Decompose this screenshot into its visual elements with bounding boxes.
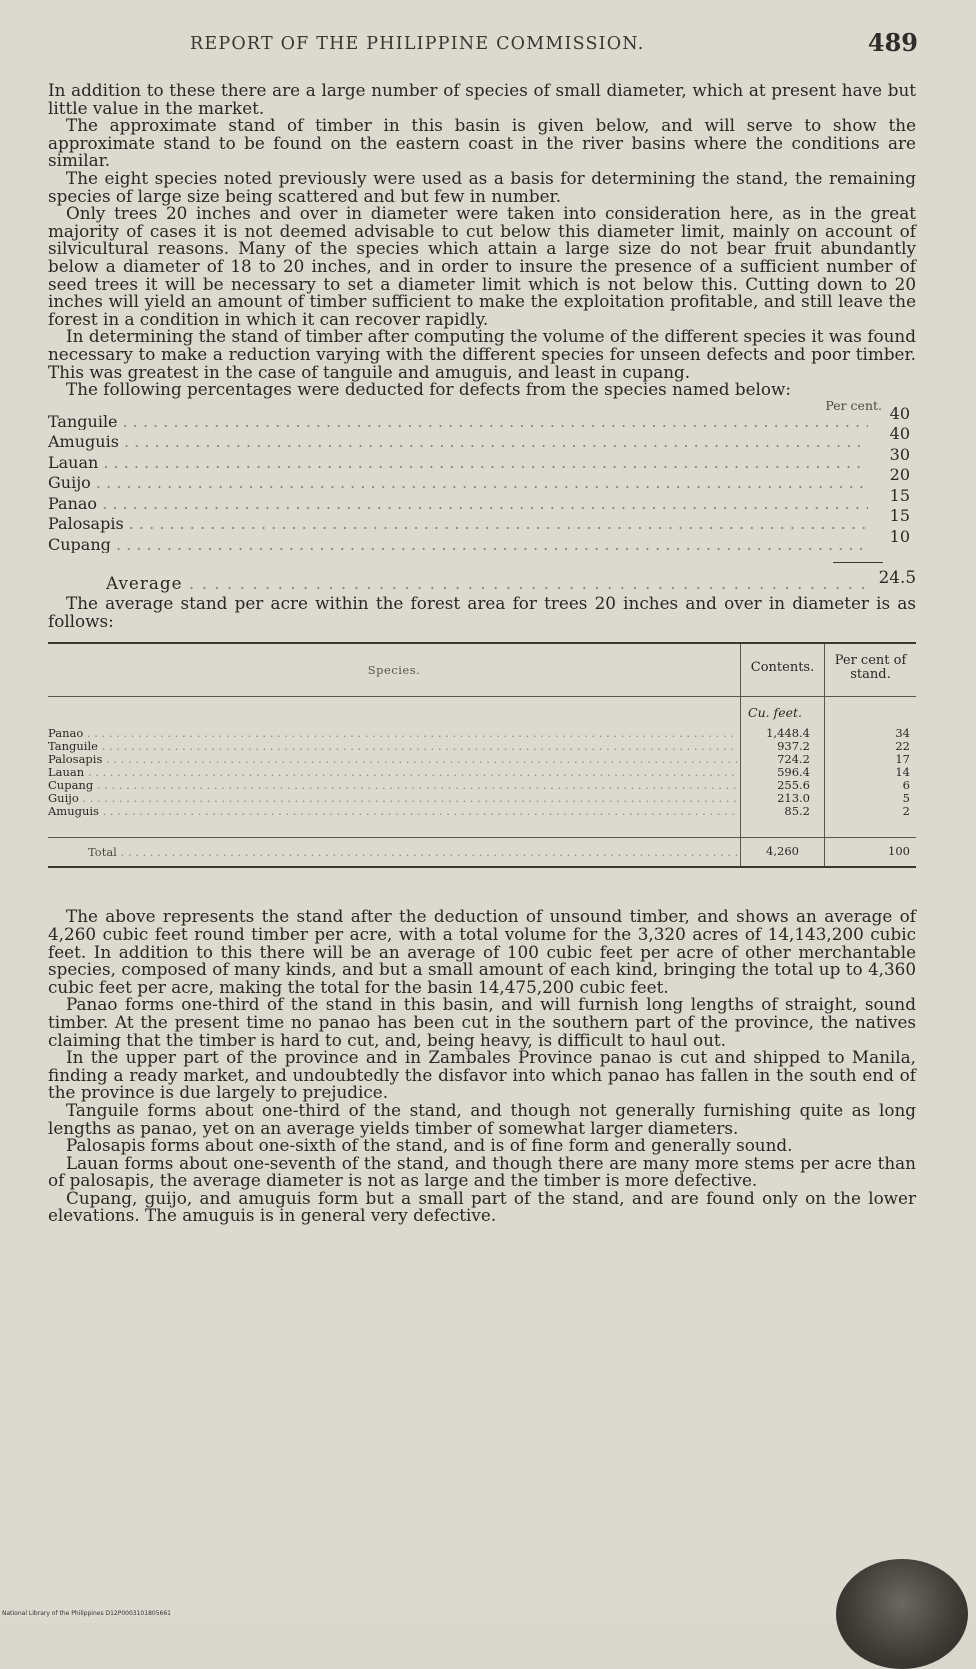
table-total-row xyxy=(48,837,916,866)
paragraph: Palosapis forms about one-sixth of the stand, and is of fine form and generally sound. xyxy=(66,1135,793,1156)
species-label: Tanguile . . . xyxy=(48,413,868,431)
defect-percentages-list xyxy=(48,399,916,596)
total-label: Total . . . xyxy=(88,846,738,859)
unit-label: Cu. feet. xyxy=(748,705,802,721)
percent-cell: 14 xyxy=(895,765,910,780)
percent-column-header: Per cent. xyxy=(825,397,882,413)
paragraph: Cupang, guijo, and amuguis form but a small part of the stand, and are found only on the lower elevations. The amuguis is in general very defective. xyxy=(48,1187,916,1226)
species-label: Palosapis . . . xyxy=(48,515,868,533)
contents-cell: 85.2 xyxy=(784,804,810,819)
percent-value: 10 xyxy=(889,526,910,546)
total-percent: 100 xyxy=(824,838,910,866)
paragraph: Tanguile forms about one-third of the stand, and though not generally furnishing quite as long lengths as panao, yet on an average yields timber of somewhat larger diameters. xyxy=(48,1099,916,1138)
running-title: REPORT OF THE PHILIPPINE COMMISSION. xyxy=(190,34,645,54)
stand-table xyxy=(48,642,916,868)
percent-value: 30 xyxy=(889,444,910,464)
average-label: Average . . . xyxy=(106,575,868,593)
percent-cell: 2 xyxy=(902,804,910,819)
contents-cell: 937.2 xyxy=(777,739,810,754)
paragraph: The approximate stand of timber in this basin is given below, and will serve to show the approximate stand to be found on the eastern coast in the river basins where the conditions are similar. xyxy=(48,115,916,171)
species-cell: Lauan . . . xyxy=(48,766,738,779)
paragraph: The average stand per acre within the forest area for trees 20 inches and over in diameter is as follows: xyxy=(48,593,916,631)
page-body xyxy=(48,82,916,1225)
list-item xyxy=(48,465,916,495)
percent-cell: 5 xyxy=(902,791,910,806)
species-label: Guijo . . . xyxy=(48,474,868,492)
average-row xyxy=(48,569,916,595)
page-number: 489 xyxy=(867,28,918,57)
sum-rule xyxy=(833,562,883,565)
percent-cell: 6 xyxy=(902,778,910,793)
species-cell: Palosapis . . . xyxy=(48,753,738,766)
list-item xyxy=(48,444,916,475)
paragraph: In determining the stand of timber after computing the volume of the different species it was found necessary to make a reduction varying with the different species for unseen defects and poor timber. This was greatest in the case of tanguile and amuguis, and least in cupang. xyxy=(48,326,916,382)
average-value: 24.5 xyxy=(878,567,916,588)
percent-cell: 22 xyxy=(895,739,910,754)
species-cell: Amuguis . . . xyxy=(48,805,738,818)
scan-footer: National Library of the Philippines D12P0003101805661 xyxy=(2,1610,171,1617)
paragraph: Lauan forms about one-seventh of the stand, and though there are many more stems per acre than of palosapis, the average diameter is not as large and the timber is more defective. xyxy=(48,1152,916,1191)
table-row xyxy=(48,805,916,818)
species-cell: Cupang . . . xyxy=(48,779,738,792)
header-percent: Per cent of stand. xyxy=(824,644,916,696)
paragraph: Panao forms one-third of the stand in this basin, and will furnish long lengths of straight, sound timber. At the present time no panao has been cut in the southern part of the province, the natives claiming that the timber is hard to cut, and, being heavy, is difficult to haul out. xyxy=(48,994,916,1050)
species-cell: Guijo . . . xyxy=(48,792,738,805)
page-header xyxy=(0,28,976,62)
species-label: Amuguis . . . xyxy=(48,433,868,451)
percent-value: 15 xyxy=(889,485,910,505)
species-cell: Tanguile . . . xyxy=(48,740,738,753)
species-label: Lauan . . . xyxy=(48,454,868,472)
percent-value: 15 xyxy=(889,506,910,526)
closing-section xyxy=(48,908,916,1225)
list-item xyxy=(48,526,916,557)
species-label: Cupang . . . xyxy=(48,536,868,554)
paragraph: The following percentages were deducted for defects from the species named below: xyxy=(66,379,791,400)
table-body xyxy=(48,697,916,837)
contents-cell: 213.0 xyxy=(777,791,810,806)
page-shadow-blob xyxy=(836,1559,968,1669)
percent-cell: 34 xyxy=(895,726,910,741)
species-label: Panao . . . xyxy=(48,495,868,513)
percent-value: 40 xyxy=(889,403,910,423)
contents-cell: 596.4 xyxy=(777,765,810,780)
list-item xyxy=(48,424,916,454)
percent-value: 20 xyxy=(889,465,910,485)
paragraph: Only trees 20 inches and over in diameter were taken into consideration here, as in the great majority of cases it is not deemed advisable to cut below this diameter limit, mainly on account of silvicultural reasons. Many of the species which attain a large size do not bear fruit abundantly below a diameter of 18 to 20 inches, and in order to insure the presence of a sufficient number of seed trees it will be necessary to set a diameter limit which is not below this. Cutting down to 20 inches will yield an amount of timber sufficient to make the exploitation profitable, and still leave the forest in a condition in which it can recover rapidly. xyxy=(48,203,916,329)
table-header xyxy=(48,644,916,697)
paragraph: In the upper part of the province and in Zambales Province panao is cut and shipped to Manila, finding a ready market, and undoubtedly the disfavor into which panao has fallen in the south end of the province is due largely to prejudice. xyxy=(48,1047,916,1103)
contents-cell: 724.2 xyxy=(777,752,810,767)
contents-cell: 1,448.4 xyxy=(766,726,810,741)
percent-cell: 17 xyxy=(895,752,910,767)
species-cell: Panao . . . xyxy=(48,727,738,740)
paragraph: The above represents the stand after the deduction of unsound timber, and shows an average of 4,260 cubic feet round timber per acre, with a total volume for the 3,320 acres of 14,143,200 cubic feet. In addition to this there will be an average of 100 cubic feet per acre of other merchantable species, composed of many kinds, and but a small amount of each kind, bringing the total up to 4,360 cubic feet per acre, making the total for the basin 14,475,200 cubic feet. xyxy=(48,906,916,997)
list-item xyxy=(48,485,916,516)
percent-value: 40 xyxy=(889,424,910,444)
header-contents: Contents. xyxy=(740,644,824,696)
paragraph: The eight species noted previously were used as a basis for determining the stand, the remaining species of large size being scattered and but few in number. xyxy=(48,167,916,206)
list-item xyxy=(48,506,916,536)
paragraph: In addition to these there are a large number of species of small diameter, which at present have but little value in the market. xyxy=(48,80,916,118)
header-species: Species. xyxy=(367,663,421,678)
total-contents: 4,260 xyxy=(740,838,824,866)
contents-cell: 255.6 xyxy=(777,778,810,793)
